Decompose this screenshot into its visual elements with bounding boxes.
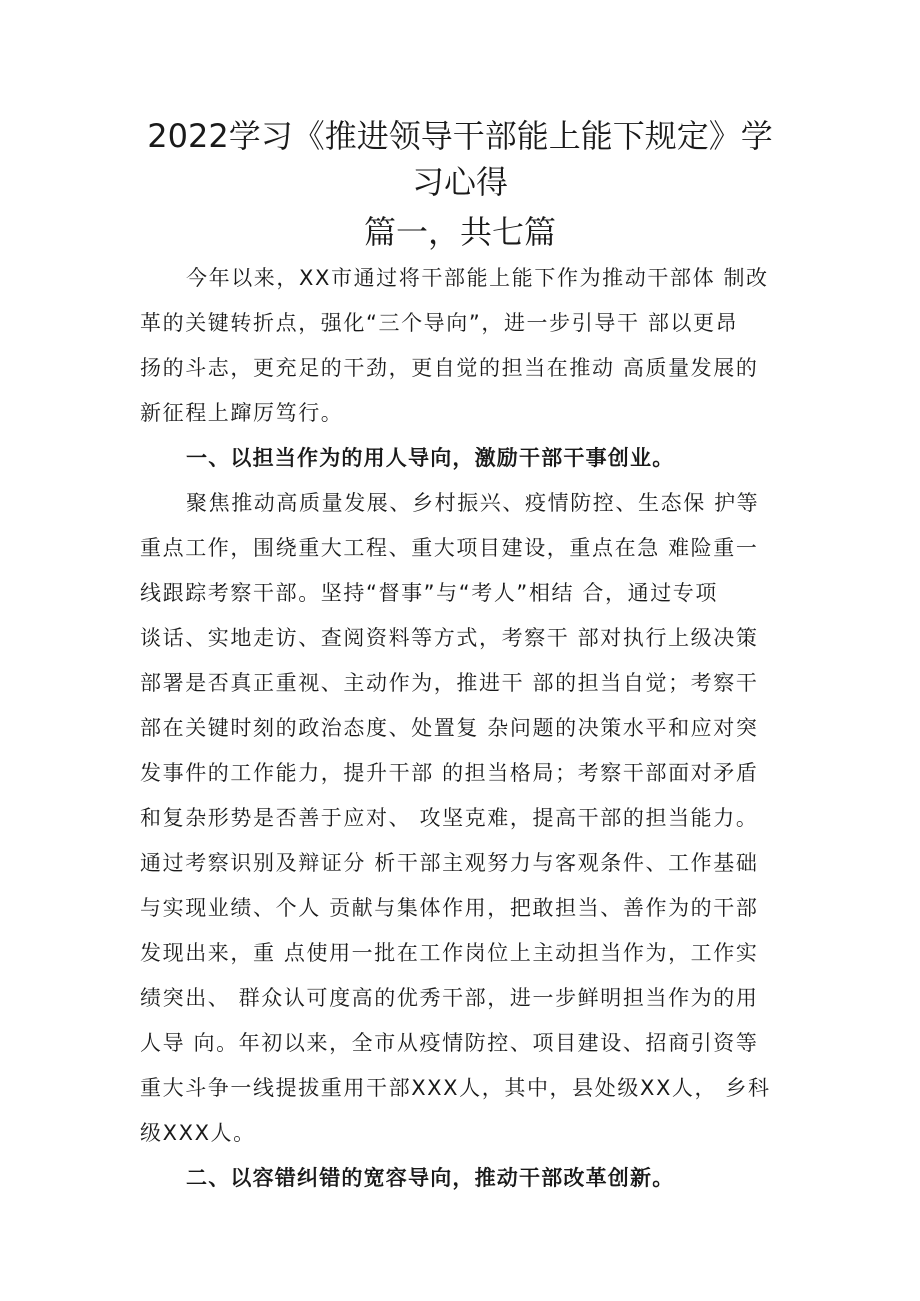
body-text-line: 人导 向。年初以来，全市从疫情防控、项目建设、招商引资等 bbox=[140, 1031, 759, 1055]
body-text-line: 革的关键转折点，强化“三个导向”，进一步引导干 部以更昂 bbox=[140, 311, 739, 335]
body-text-line: 聚焦推动高质量发展、乡村振兴、疫情防控、生态保 护等 bbox=[186, 491, 760, 515]
document-subtitle: 篇一，共七篇 bbox=[363, 213, 556, 251]
body-text-line: 今年以来，XX市通过将干部能上能下作为推动干部体 制改 bbox=[186, 266, 769, 290]
body-text-line: 部署是否真正重视、主动作为，推进干 部的担当自觉；考察干 bbox=[140, 671, 759, 695]
body-text-line: 扬的斗志，更充足的干劲，更自觉的担当在推动 高质量发展的 bbox=[140, 356, 759, 380]
body-text-line: 谈话、实地走访、查阅资料等方式，考察干 部对执行上级决策 bbox=[140, 626, 759, 650]
document-title-line-2: 习心得 bbox=[411, 163, 508, 201]
body-text-line: 线跟踪考察干部。坚持“督事”与“考人”相结 合，通过专项 bbox=[140, 581, 718, 605]
body-text-line: 级XXX人。 bbox=[140, 1121, 256, 1145]
body-text-line: 绩突出、 群众认可度高的优秀干部，进一步鲜明担当作为的用 bbox=[140, 986, 759, 1010]
body-text-line: 与实现业绩、个人 贡献与集体作用，把敢担当、善作为的干部 bbox=[140, 896, 759, 920]
body-text-line: 重点工作，围绕重大工程、重大项目建设，重点在急 难险重一 bbox=[140, 536, 759, 560]
body-text-line: 新征程上蹿厉笃行。 bbox=[140, 401, 344, 425]
body-text-line: 发现出来，重 点使用一批在工作岗位上主动担当作为，工作实 bbox=[140, 941, 759, 965]
section-heading-2: 二、以容错纠错的宽容导向，推动干部改革创新。 bbox=[186, 1166, 675, 1190]
body-text-line: 和复杂形势是否善于应对、 攻坚克难，提高干部的担当能力。 bbox=[140, 806, 759, 830]
body-text-line: 部在关键时刻的政治态度、处置复 杂问题的决策水平和应对突 bbox=[140, 716, 759, 740]
body-text-line: 发事件的工作能力，提升干部 的担当格局；考察干部面对矛盾 bbox=[140, 761, 759, 785]
body-text-line: 重大斗争一线提拔重用干部XXX人，其中，县处级XX人， 乡科 bbox=[140, 1076, 771, 1100]
document-title-line-1: 2022学习《推进领导干部能上能下规定》学 bbox=[147, 117, 773, 155]
body-text-line: 通过考察识别及辩证分 析干部主观努力与客观条件、工作基础 bbox=[140, 851, 759, 875]
section-heading-1: 一、以担当作为的用人导向，激励干部干事创业。 bbox=[186, 446, 675, 470]
